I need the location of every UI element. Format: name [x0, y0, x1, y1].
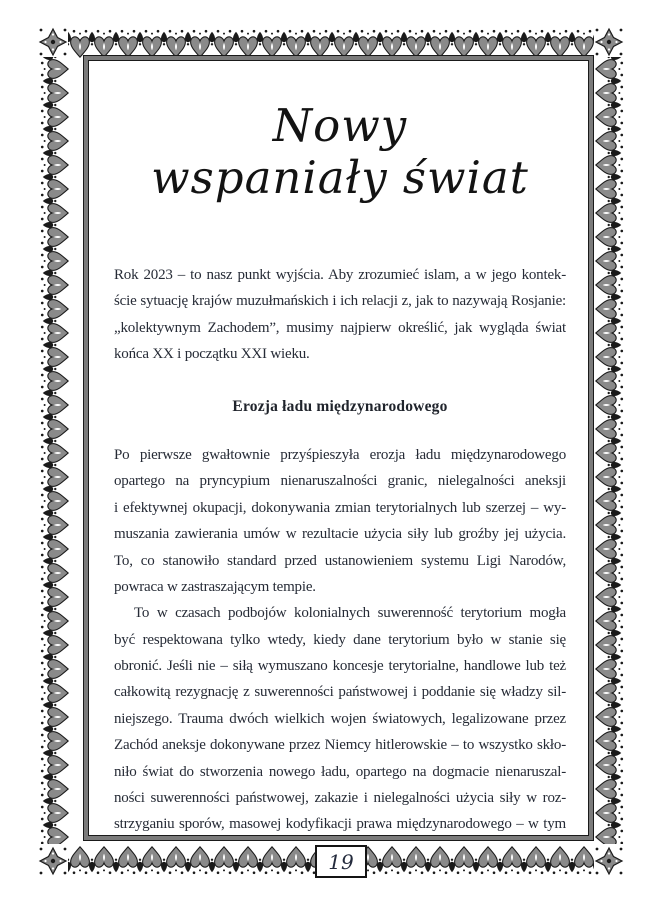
chapter-title: [114, 100, 566, 204]
paragraph-line: końca XX i początku XXI wieku.: [114, 346, 310, 363]
paragraph-line: To, co stanowiło standard przed ustanowieniem systemu Ligi Narodów,: [114, 552, 566, 569]
paragraph-line: powraca w zastraszającym tempie.: [114, 578, 316, 595]
section-heading: Erozja ładu międzynarodowego: [232, 397, 448, 415]
paragraph-line: być respektowana tylko wtedy, kiedy dane terytorium było w stanie się: [114, 631, 566, 648]
paragraph-line: całkowitą rezygnację z suwerenności państwowej i poddanie się władzy sil-: [114, 684, 566, 701]
page-number-box: [315, 845, 367, 878]
paragraph-line: niło świat do stworzenia nowego ładu, opartego na dogmacie nienaruszal-: [114, 763, 566, 780]
corner-ornament-top-right-icon: [593, 26, 625, 58]
paragraph-line: niejszego. Trauma dwóch wielkich wojen światowych, legalizowane przez: [114, 710, 566, 727]
paragraph-3: [114, 600, 566, 838]
paragraph-line: strzyganiu sporów, masowej kodyfikacji prawa międzynarodowego – w tym: [114, 816, 566, 833]
corner-ornament-top-left-icon: [37, 26, 69, 58]
ornament-border-left-icon: [40, 57, 70, 844]
paragraph-line: Zachód aneksje dokonywane przez Niemcy hitlerowskie – to wszystko skło-: [114, 737, 566, 754]
chapter-title-line-2: wspaniały świat: [151, 151, 529, 204]
page-content: [114, 56, 566, 838]
ornament-border-right-icon: [594, 57, 624, 844]
paragraph-1: [114, 262, 566, 368]
paragraph-line: Rok 2023 – to nasz punkt wyjścia. Aby zrozumieć islam, a w jego kontek-: [114, 267, 566, 283]
paragraph-line: ście sytuację krajów muzułmańskich i ich relacji z, jak to nazywają Rosjanie:: [114, 293, 566, 310]
corner-ornament-bottom-right-icon: [593, 845, 625, 877]
paragraph-line: muszania zawierania umów w rezultacie użycia siły lub groźby jej użycia.: [114, 526, 566, 543]
paragraph-line: obronić. Jeśli nie – siłą wymuszano koncesje terytorialne, handlowe lub też: [114, 658, 566, 675]
corner-ornament-bottom-left-icon: [37, 845, 69, 877]
chapter-title-line-1: Nowy: [272, 99, 408, 152]
paragraph-line: „kolektywnym Zachodem”, musimy najpierw określić, jak wygląda świat: [114, 319, 566, 336]
paragraph-line: ności suwerenności państwowej, zakazie i nielegalności użycia siły w roz-: [114, 790, 566, 807]
paragraph-line: i efektywnej okupacji, dokonywania zmian terytorialnych lub szerzej – wy-: [114, 499, 566, 516]
paragraph-line: opartego na pryncypium nienaruszalności granic, nielegalności aneksji: [114, 473, 566, 490]
page-number: 19: [328, 849, 354, 874]
paragraph-line: Po pierwsze gwałtownie przyśpieszyła erozja ładu międzynarodowego: [114, 446, 566, 463]
paragraph-line: To w czasach podbojów kolonialnych suwerenność terytorium mogła: [134, 605, 566, 622]
paragraph-2: [114, 442, 566, 600]
